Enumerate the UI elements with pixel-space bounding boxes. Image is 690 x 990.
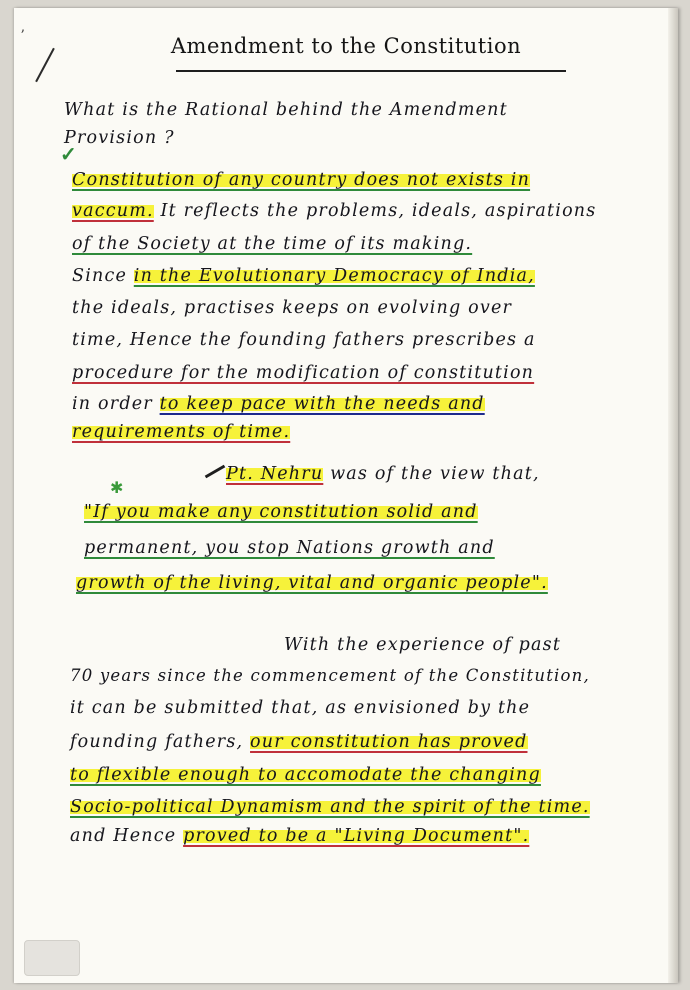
para3-line-7 — [70, 826, 529, 846]
para1-line-8 — [72, 394, 485, 414]
page-edge-shadow — [668, 8, 678, 983]
para3-flexible: to flexible enough to accomodate the changing — [70, 765, 541, 785]
para2-line-2 — [84, 502, 478, 522]
question-line-2: Provision ? — [64, 128, 175, 148]
para1-requirements: requirements of time. — [72, 422, 291, 442]
para2-quote-2: permanent, you stop Nations growth and — [84, 538, 495, 558]
para3-constitution-proved: our constitution has proved — [250, 732, 528, 752]
para3-founding: founding fathers, — [70, 732, 251, 752]
para2-line-1 — [226, 464, 540, 484]
para2-line-3 — [84, 538, 495, 558]
para2-quote-1: "If you make any constitution solid and — [84, 502, 478, 522]
para3-line-4 — [70, 732, 528, 752]
para3-living-document: proved to be a "Living Document". — [183, 826, 530, 846]
para1-line-1-text: Constitution of any country does not exists in — [72, 170, 531, 190]
para1-evolutionary: in the Evolutionary Democracy of India, — [133, 266, 535, 286]
question-line-1: What is the Rational behind the Amendment — [64, 100, 508, 120]
para2-line-4 — [76, 573, 548, 593]
para1-vaccum: vaccum. — [72, 201, 154, 221]
para3-socio-political: Socio-political Dynamism and the spirit of the time. — [70, 797, 590, 817]
star-icon: ✱ — [110, 478, 124, 497]
pen-stroke-mark — [205, 465, 226, 479]
para3-and-hence: and Hence — [70, 826, 184, 846]
para1-line-7: procedure for the modification of constitution — [72, 363, 535, 383]
para1-line-9 — [72, 422, 290, 442]
para1-keep-pace: to keep pace with the needs and — [159, 394, 485, 414]
para1-line-3: of the Society at the time of its making. — [72, 234, 473, 254]
para3-line-1: With the experience of past — [284, 635, 562, 655]
para1-line-2-text: It reflects the problems, ideals, aspirations — [153, 201, 597, 221]
para1-line-1 — [72, 170, 530, 190]
para3-line-3: it can be submitted that, as envisioned by the — [70, 698, 531, 718]
para1-line-2 — [72, 201, 596, 221]
para3-line-6 — [70, 797, 590, 817]
para1-in-order: in order — [72, 394, 160, 414]
para1-line-6: time, Hence the founding fathers prescribes a — [72, 330, 536, 350]
margin-tick-mark: ʼ — [20, 28, 25, 44]
page-thumbnail[interactable] — [24, 940, 80, 976]
para1-line-5: the ideals, practises keeps on evolving over — [72, 298, 513, 318]
title-underline — [176, 70, 566, 72]
para1-line-4 — [72, 266, 535, 286]
para1-since: Since — [72, 266, 134, 286]
notebook-page — [14, 8, 678, 983]
para2-view: was of the view that, — [323, 464, 540, 484]
para2-quote-3: growth of the living, vital and organic people". — [76, 573, 548, 593]
para3-line-2: 70 years since the commencement of the Constitution, — [70, 666, 590, 685]
para2-nehru: Pt. Nehru — [226, 464, 324, 484]
page-title: Amendment to the Constitution — [170, 34, 522, 58]
checkmark-icon: ✓ — [60, 142, 77, 166]
para3-line-5 — [70, 765, 541, 785]
